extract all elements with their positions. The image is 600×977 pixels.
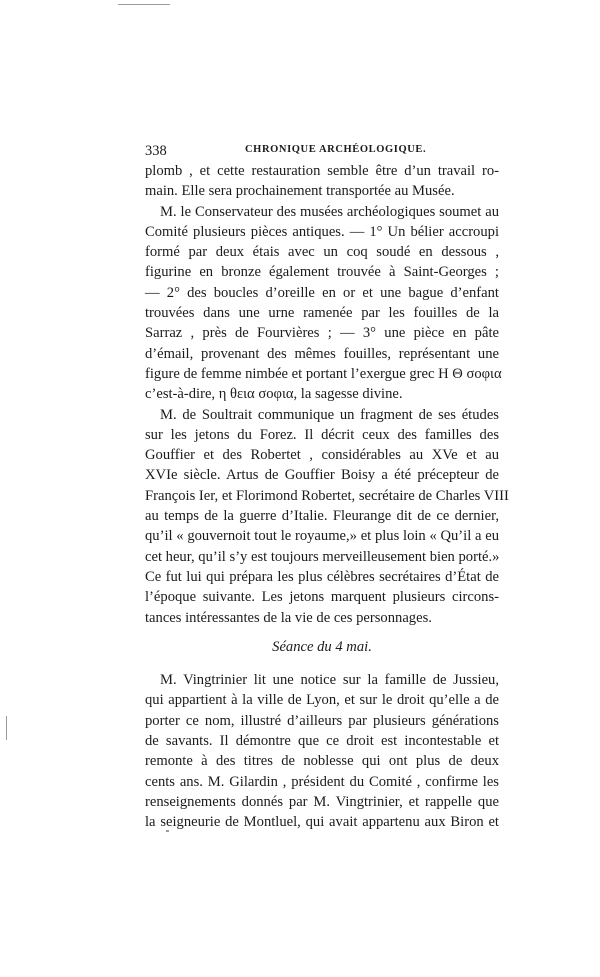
text-line: cet heur, qu’il s’y est toujours merveilleusement bien porté.» — [145, 548, 500, 565]
text-line: Gouffier et des Robertet , considérables au XVe et au — [145, 447, 499, 464]
text-line: — 2° des boucles d’oreille en or et une bague d’enfant — [145, 284, 499, 301]
text-line: la seigneurie de Montluel, qui avait appartenu aux Biron et — [145, 814, 499, 831]
text-line: qui appartient à la ville de Lyon, et sur le droit qu’elle a de — [145, 692, 499, 709]
text-line: M. le Conservateur des musées archéologiques soumet au — [160, 203, 499, 220]
scan-mark-top — [118, 4, 170, 5]
scan-mark-dot — [166, 830, 169, 832]
text-line: François Ier, et Florimond Robertet, secrétaire de Charles VIII — [145, 487, 509, 504]
text-line: de savants. Il démontre que ce droit est incontestable et — [145, 733, 499, 750]
text-line: renseignements donnés par M. Vingtrinier, et rappelle que — [145, 793, 499, 810]
spacer — [145, 657, 499, 670]
text-line: Sarraz , près de Fourvières ; — 3° une pièce en pâte — [145, 325, 499, 342]
text-line: porter ce nom, illustré d’ailleurs par plusieurs générations — [145, 712, 499, 729]
section-heading: Séance du 4 mai. — [272, 638, 372, 655]
text-line: remonte à des titres de noblesse qui ont plus de deux — [145, 753, 499, 770]
text-line: d’émail, provenant des mêmes fouilles, représentant une — [145, 345, 499, 362]
text-line: XVIe siècle. Artus de Gouffier Boisy a été précepteur de — [145, 467, 499, 484]
text-line: main. Elle sera prochainement transportée au Musée. — [145, 183, 455, 200]
text-line: figurine en bronze également trouvée à Saint-Georges ; — [145, 264, 499, 281]
paragraph-continuation — [145, 161, 499, 202]
paragraph-conservateur — [145, 202, 502, 405]
text-line: plomb , et cette restauration semble être d’un travail ro- — [145, 163, 499, 179]
spacer — [145, 628, 499, 637]
text-line: trouvées dans une urne ramenée par les fouilles de la — [145, 305, 499, 322]
text-line: c’est-à-dire, η θεια σοφια, la sagesse divine. — [145, 386, 403, 403]
text-line: figure de femme nimbée et portant l’exergue grec H Θ σοφια — [145, 365, 502, 382]
text-line: qu’il « gouvernoit tout le royaume,» et plus loin « Qu’il a eu — [145, 528, 499, 545]
running-title: CHRONIQUE ARCHÉOLOGIQUE. — [245, 144, 427, 155]
text-line: au temps de la guerre d’Italie. Fleurange dit de ce dernier, — [145, 508, 499, 525]
paragraph-vingtrinier — [145, 670, 499, 832]
text-line: sur les jetons du Forez. Il décrit ceux des familles des — [145, 426, 499, 443]
text-line: formé par deux étais avec un coq soudé en dessous , — [145, 244, 499, 261]
text-line: cents ans. M. Gilardin , président du Comité , confirme les — [145, 773, 499, 790]
text-line: Ce fut lui qui prépara les plus célèbres secrétaires d’État de — [145, 568, 499, 585]
text-line: M. de Soultrait communique un fragment de ses études — [160, 406, 499, 423]
text-line: M. Vingtrinier lit une notice sur la famille de Jussieu, — [160, 672, 499, 689]
text-line: tances intéressantes de la vie de ces personnages. — [145, 609, 432, 626]
paragraph-soultrait — [145, 405, 509, 628]
text-line: l’époque suivante. Les jetons marquent plusieurs circons- — [145, 589, 499, 606]
page-number: 338 — [145, 143, 167, 159]
running-header — [145, 143, 495, 163]
text-line: Comité plusieurs pièces antiques. — 1° Un bélier accroupi — [145, 223, 499, 240]
body-text — [145, 161, 509, 833]
scan-mark-left — [6, 716, 7, 740]
